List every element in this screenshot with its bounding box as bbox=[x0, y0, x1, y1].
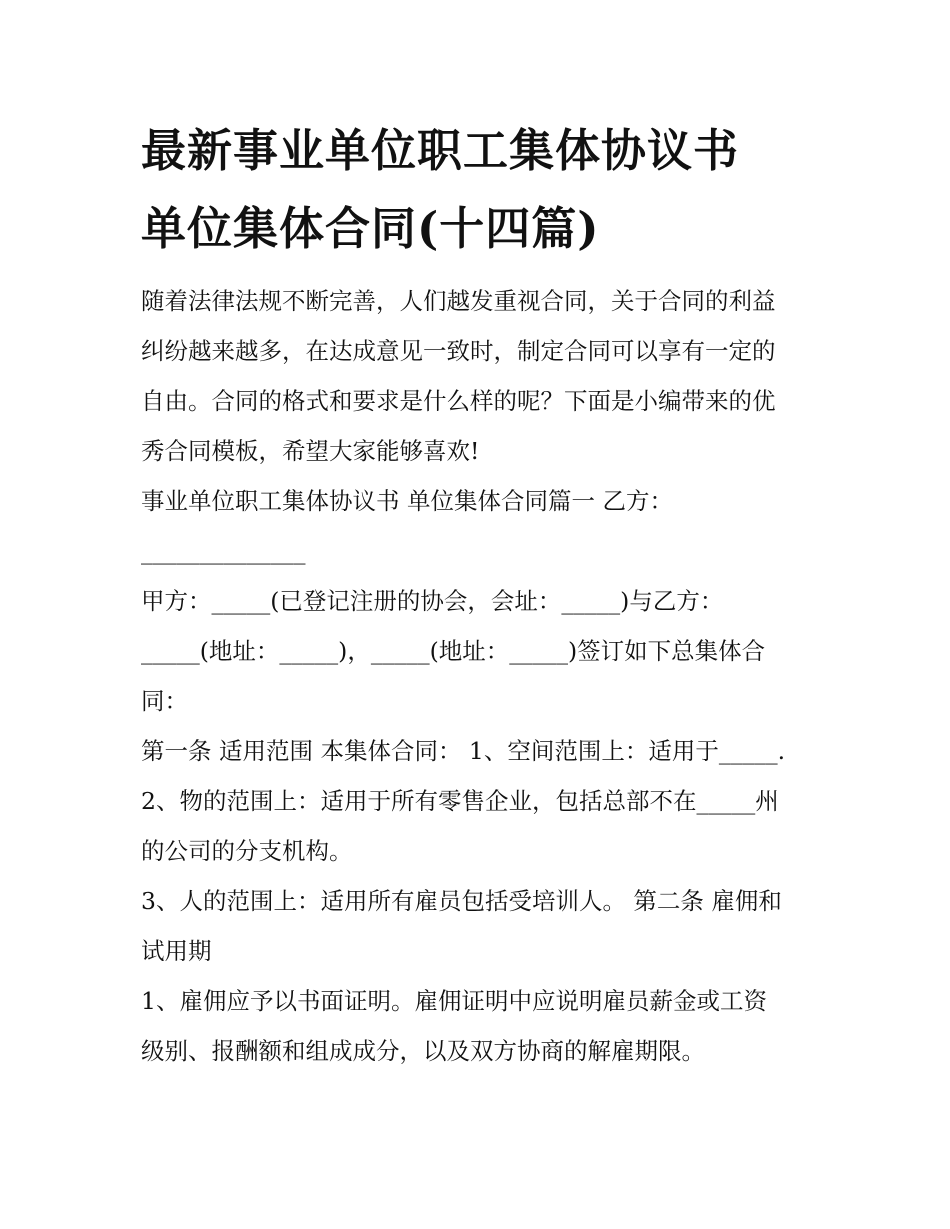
title-line-1: 最新事业单位职工集体协议书 bbox=[141, 124, 740, 177]
body-line: 1、雇佣应予以书面证明。雇佣证明中应说明雇员薪金或工资 bbox=[141, 987, 767, 1015]
body-line: 第一条 适用范围 本集体合同： 1、空间范围上：适用于_____. bbox=[141, 737, 786, 765]
body-line: 3、人的范围上：适用所有雇员包括受培训人。 第二条 雇佣和 bbox=[141, 887, 782, 915]
body-line: 纠纷越来越多，在达成意见一致时，制定合同可以享有一定的 bbox=[141, 337, 776, 365]
document-title bbox=[141, 112, 841, 268]
body-line: 秀合同模板，希望大家能够喜欢! bbox=[141, 437, 480, 465]
document-body bbox=[141, 276, 821, 1076]
body-line: 试用期 bbox=[141, 937, 212, 965]
body-line: 事业单位职工集体协议书 单位集体合同篇一 乙方： bbox=[141, 487, 673, 515]
body-line: 2、物的范围上：适用于所有零售企业，包括总部不在_____州 bbox=[141, 787, 779, 815]
body-line: 随着法律法规不断完善，人们越发重视合同，关于合同的利益 bbox=[141, 287, 776, 315]
body-line: 级别、报酬额和组成成分，以及双方协商的解雇期限。 bbox=[141, 1037, 705, 1065]
body-line: 甲方：_____(已登记注册的协会，会址：_____)与乙方： bbox=[141, 587, 724, 615]
body-line: 同： bbox=[141, 687, 188, 715]
body-line: _____(地址：_____)，_____(地址：_____)签订如下总集体合 bbox=[141, 637, 766, 665]
body-line: 的公司的分支机构。 bbox=[141, 837, 353, 865]
body-line: 自由。合同的格式和要求是什么样的呢？下面是小编带来的优 bbox=[141, 387, 776, 415]
body-line: ______________ bbox=[141, 537, 306, 565]
title-line-2: 单位集体合同(十四篇) bbox=[141, 202, 600, 255]
